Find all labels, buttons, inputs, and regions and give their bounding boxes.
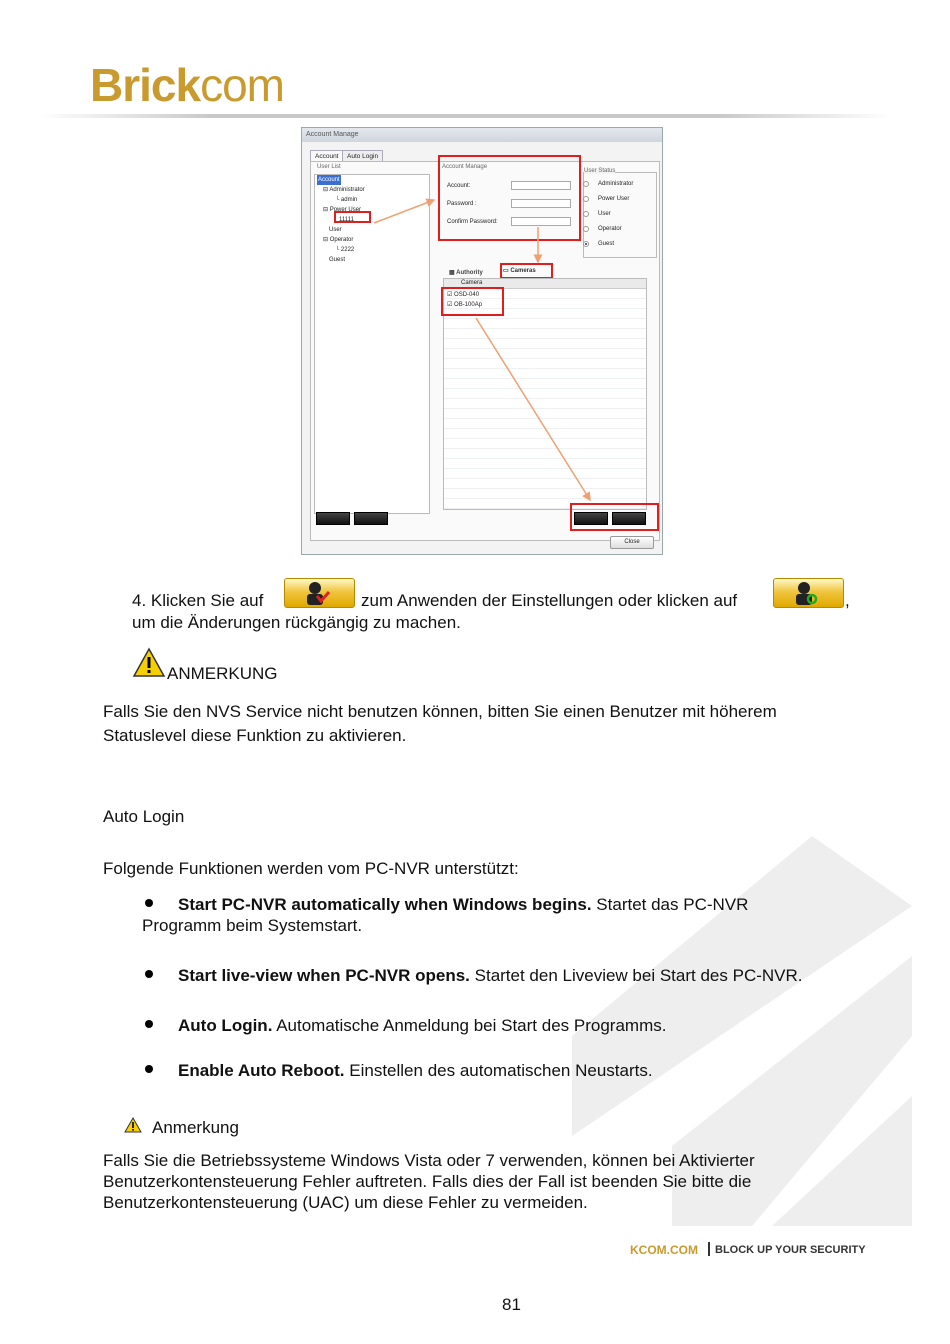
- note1-line1: Falls Sie den NVS Service nicht benutzen können, bitten Sie einen Benutzer mit höherem: [103, 702, 777, 721]
- apply-icon: [284, 578, 355, 608]
- camera-row[interactable]: ☑ OB-100Ap: [447, 302, 483, 308]
- step4-text-end: ,: [845, 591, 850, 610]
- tree-node-user[interactable]: User: [329, 227, 342, 233]
- note2-line: Benutzerkontensteuerung Fehler auftreten. Falls dies der Fall ist beenden Sie bitte die: [103, 1172, 752, 1191]
- status-guest: Guest: [598, 241, 615, 247]
- camera-column-header: Camera: [461, 280, 483, 286]
- confirm-password-label: Confirm Password:: [447, 219, 498, 225]
- password-label: Password :: [447, 201, 477, 207]
- undo-icon: [773, 578, 844, 608]
- tree-node-guest[interactable]: Guest: [329, 257, 346, 263]
- user-status-label: User Status: [584, 168, 616, 174]
- tree-node-account[interactable]: Account: [318, 177, 340, 183]
- bullet: [145, 899, 153, 907]
- subtab-cameras[interactable]: ▭ Cameras: [503, 268, 536, 274]
- user-list-label: User List: [317, 164, 341, 170]
- list-item-continuation: Programm beim Systemstart.: [142, 916, 363, 935]
- note2-line: Benutzerkontensteuerung (UAC) um diese Fehler zu vermeiden.: [103, 1193, 588, 1212]
- account-manage-screenshot: [301, 127, 663, 555]
- section-intro: Folgende Funktionen werden vom PC-NVR unterstützt:: [103, 859, 519, 878]
- list-item: Start live-view when PC-NVR opens. Startet den Liveview bei Start des PC-NVR.: [178, 966, 803, 985]
- annotation-arrows: [302, 128, 664, 556]
- tree-node-11111[interactable]: 11111: [339, 217, 354, 223]
- tree-node-administrator[interactable]: ⊟ Administrator: [323, 187, 365, 193]
- note2-heading: Anmerkung: [152, 1118, 239, 1137]
- brand-logo: Brickcom: [90, 59, 284, 111]
- footer-divider: [708, 1242, 710, 1256]
- subtab-authority[interactable]: ▦ Authority: [449, 270, 483, 276]
- bullet: [145, 1065, 153, 1073]
- status-user: User: [598, 211, 611, 217]
- step4-text-middle: zum Anwenden der Einstellungen oder klicken auf: [361, 591, 738, 610]
- warning-icon: [124, 1117, 142, 1133]
- list-item: Enable Auto Reboot. Einstellen des automatischen Neustarts.: [178, 1061, 653, 1080]
- window-title: Account Manage: [302, 128, 662, 142]
- note1-line2: Statuslevel diese Funktion zu aktivieren.: [103, 726, 407, 745]
- tree-node-operator[interactable]: ⊟ Operator: [323, 237, 354, 243]
- header-divider: [40, 114, 890, 118]
- footer-brand: KCOM.COM: [630, 1243, 698, 1257]
- warning-icon: [132, 647, 166, 679]
- account-label: Account:: [447, 183, 471, 189]
- account-manage-label: Account Manage: [442, 164, 488, 170]
- status-administrator: Administrator: [598, 181, 634, 187]
- step4-text-start: 4. Klicken Sie auf: [132, 591, 264, 610]
- tab-account[interactable]: Account: [310, 150, 344, 162]
- step4-line2: um die Änderungen rückgängig zu machen.: [132, 613, 461, 632]
- tree-node-power-user[interactable]: ⊟ Power User: [323, 207, 362, 213]
- status-operator: Operator: [598, 226, 622, 232]
- tab-auto-login[interactable]: Auto Login: [342, 150, 383, 162]
- status-power-user: Power User: [598, 196, 630, 202]
- bullet: [145, 1020, 153, 1028]
- tree-node-2222[interactable]: └ 2222: [335, 247, 355, 253]
- page-number: 81: [502, 1295, 521, 1314]
- tree-node-admin[interactable]: └ admin: [335, 197, 358, 203]
- footer-slogan: BLOCK UP YOUR SECURITY: [715, 1244, 866, 1256]
- section-heading: Auto Login: [103, 807, 185, 826]
- note2-line: Falls Sie die Betriebssysteme Windows Vista oder 7 verwenden, können bei Aktivierter: [103, 1151, 755, 1170]
- list-item: Auto Login. Automatische Anmeldung bei Start des Programms.: [178, 1016, 667, 1035]
- list-item: Start PC-NVR automatically when Windows begins. Startet das PC-NVR: [178, 895, 749, 914]
- bullet: [145, 970, 153, 978]
- note1-heading: ANMERKUNG: [167, 664, 278, 683]
- camera-row[interactable]: ☑ OSD-040: [447, 292, 480, 298]
- close-button[interactable]: Close: [610, 536, 654, 549]
